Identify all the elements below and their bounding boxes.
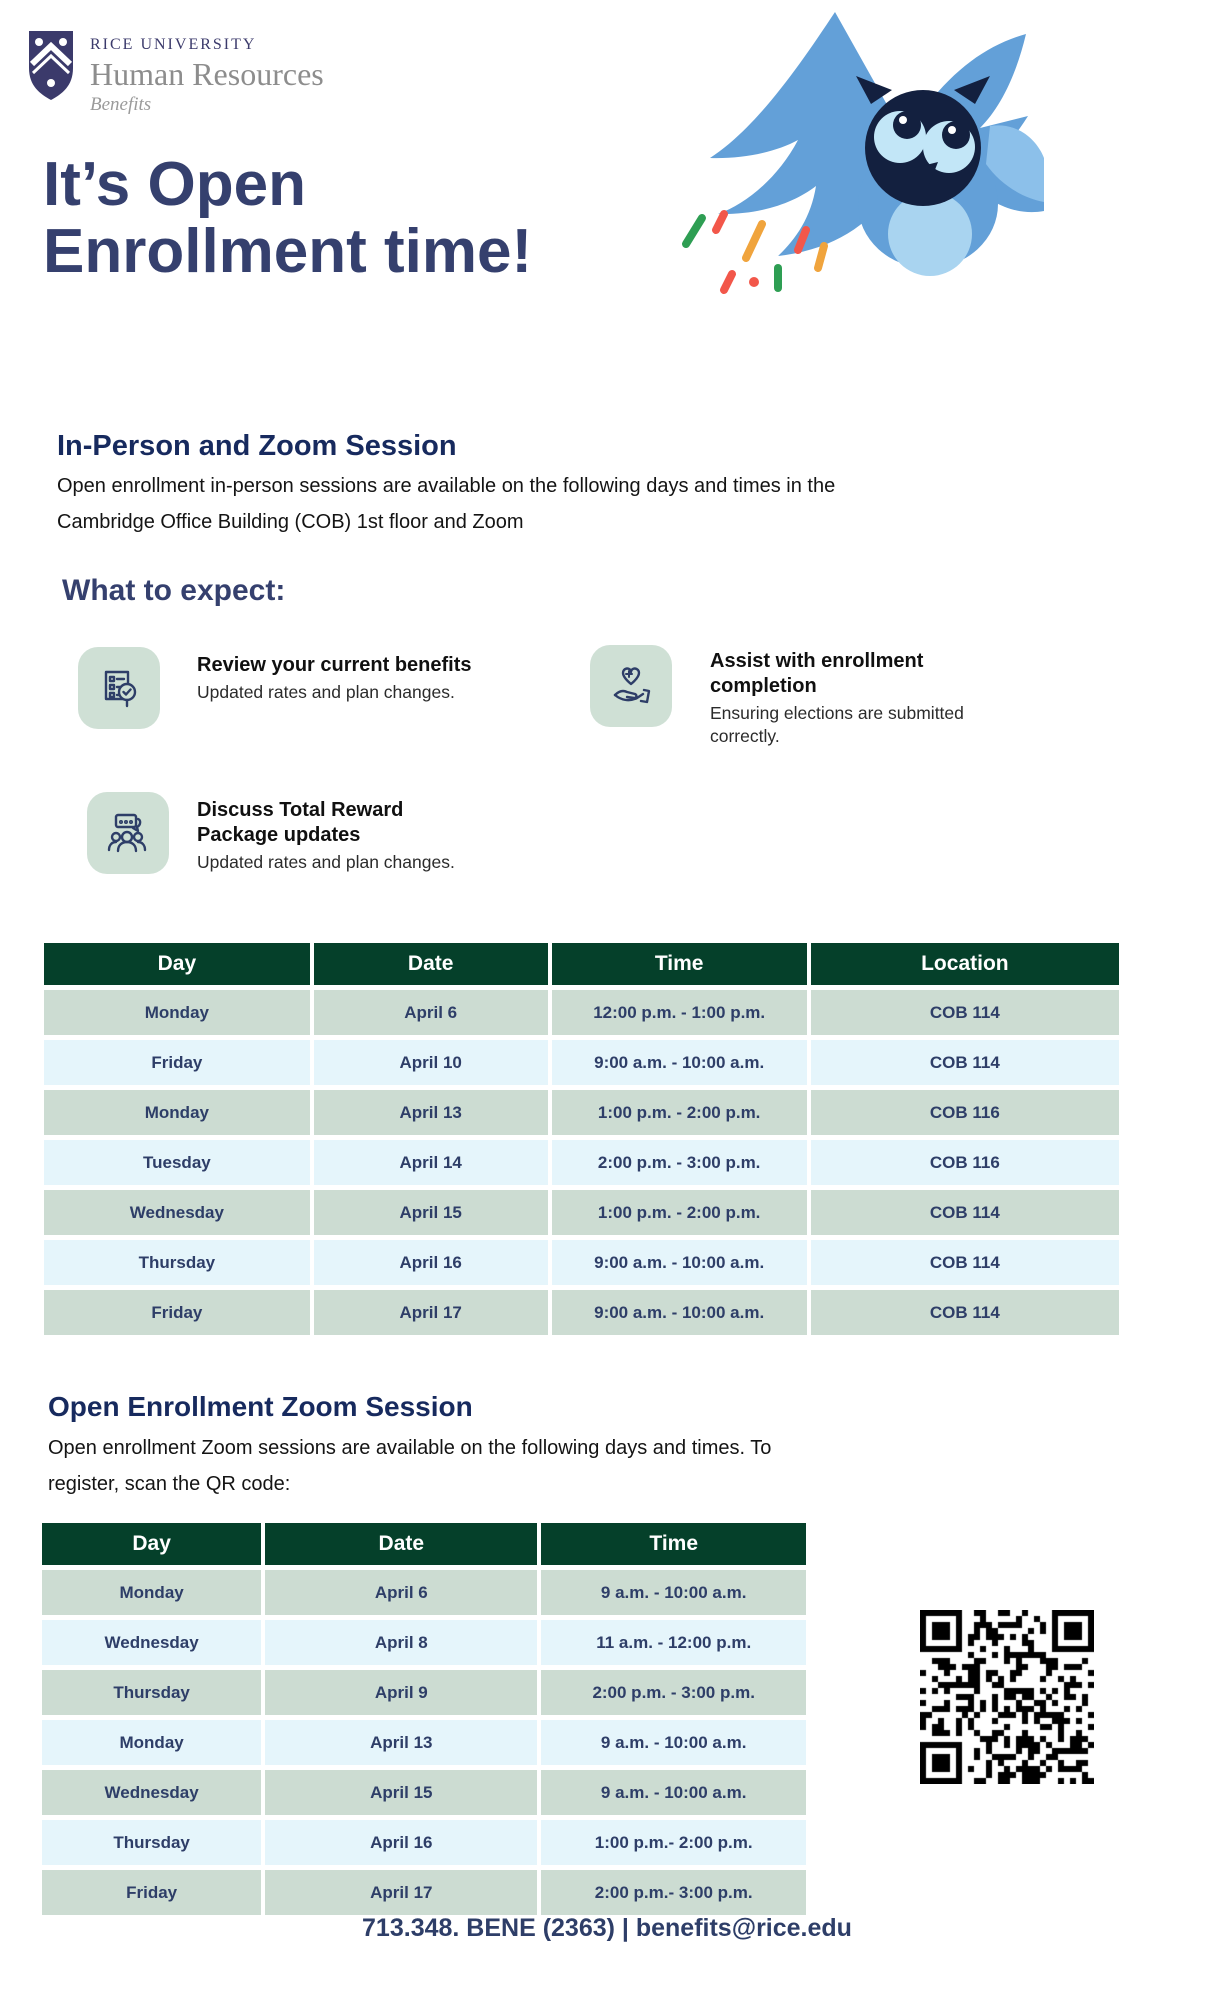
- footer-contact: 713.348. BENE (2363) | benefits@rice.edu: [362, 1914, 852, 1942]
- table-cell: April 10: [314, 1040, 548, 1085]
- column-header: Day: [42, 1523, 261, 1565]
- table-row: [42, 1770, 806, 1815]
- hand-heart-icon: [590, 645, 672, 727]
- table-cell: Wednesday: [44, 1190, 310, 1235]
- table-cell: Friday: [42, 1870, 261, 1915]
- table-cell: 11 a.m. - 12:00 p.m.: [541, 1620, 806, 1665]
- zoom-schedule-table: [38, 1518, 810, 1920]
- table-row: [42, 1720, 806, 1765]
- table-cell: April 13: [314, 1090, 548, 1135]
- table-cell: 9:00 a.m. - 10:00 a.m.: [552, 1290, 807, 1335]
- brand-subtitle: Benefits: [90, 94, 152, 115]
- table-row: [44, 1290, 1119, 1335]
- table-cell: Thursday: [42, 1670, 261, 1715]
- table-cell: April 17: [265, 1870, 537, 1915]
- column-header: Day: [44, 943, 310, 985]
- table-cell: Wednesday: [42, 1770, 261, 1815]
- table-cell: 9:00 a.m. - 10:00 a.m.: [552, 1240, 807, 1285]
- table-cell: Tuesday: [44, 1140, 310, 1185]
- table-cell: April 16: [265, 1820, 537, 1865]
- page-title-line1: It’s Open: [43, 150, 306, 219]
- expect-item-title: Assist with enrollment completion: [710, 650, 924, 697]
- table-row: [44, 1190, 1119, 1235]
- table-row: [42, 1570, 806, 1615]
- expect-item-desc: Updated rates and plan changes.: [197, 852, 455, 872]
- table-cell: April 6: [314, 990, 548, 1035]
- table-row: [42, 1670, 806, 1715]
- table-cell: COB 114: [811, 1040, 1119, 1085]
- table-header-row: [44, 943, 1119, 985]
- table-row: [44, 1040, 1119, 1085]
- table-cell: Monday: [42, 1570, 261, 1615]
- column-header: Time: [552, 943, 807, 985]
- table-cell: April 8: [265, 1620, 537, 1665]
- expect-item-desc: Ensuring elections are submitted correctly.: [710, 703, 964, 746]
- owl-mascot-illustration: [628, 6, 1048, 298]
- table-row: [44, 990, 1119, 1035]
- table-cell: COB 114: [811, 1190, 1119, 1235]
- page-title: [43, 152, 532, 286]
- table-header-row: [42, 1523, 806, 1565]
- table-cell: 9 a.m. - 10:00 a.m.: [541, 1570, 806, 1615]
- in-person-schedule-table: [40, 938, 1123, 1340]
- brand-university: RICE UNIVERSITY: [90, 36, 257, 53]
- people-chat-icon: [87, 792, 169, 874]
- table-cell: April 9: [265, 1670, 537, 1715]
- page-title-line2: Enrollment time!: [43, 216, 533, 286]
- table-cell: Monday: [42, 1720, 261, 1765]
- table-cell: April 16: [314, 1240, 548, 1285]
- qr-code: [920, 1610, 1094, 1784]
- expect-heading: What to expect:: [62, 574, 286, 607]
- table-cell: COB 116: [811, 1140, 1119, 1185]
- table-cell: Monday: [44, 1090, 310, 1135]
- table-row: [44, 1140, 1119, 1185]
- table-cell: April 15: [265, 1770, 537, 1815]
- table-cell: Friday: [44, 1290, 310, 1335]
- rice-shield-icon: [28, 30, 74, 102]
- table-cell: April 14: [314, 1140, 548, 1185]
- table-cell: 2:00 p.m. - 3:00 p.m.: [541, 1670, 806, 1715]
- table-cell: Wednesday: [42, 1620, 261, 1665]
- checklist-magnifier-icon: [78, 647, 160, 729]
- column-header: Date: [265, 1523, 537, 1565]
- expect-item-title: Review your current benefits: [197, 654, 472, 676]
- table-cell: Friday: [44, 1040, 310, 1085]
- inperson-section-description: Open enrollment in-person sessions are available on the following days and times in the Cambridge Office Building (COB) 1st floor and Zoom: [57, 475, 836, 533]
- table-row: [44, 1240, 1119, 1285]
- table-cell: April 6: [265, 1570, 537, 1615]
- expect-item-total-reward: [87, 792, 487, 874]
- table-cell: Monday: [44, 990, 310, 1035]
- table-cell: April 13: [265, 1720, 537, 1765]
- expect-item-review-benefits: [78, 647, 477, 729]
- flying-owl-icon: [628, 6, 1048, 298]
- column-header: Date: [314, 943, 548, 985]
- table-cell: Thursday: [42, 1820, 261, 1865]
- table-row: [42, 1620, 806, 1665]
- table-cell: Thursday: [44, 1240, 310, 1285]
- table-row: [44, 1090, 1119, 1135]
- table-cell: 9 a.m. - 10:00 a.m.: [541, 1720, 806, 1765]
- table-cell: 9 a.m. - 10:00 a.m.: [541, 1770, 806, 1815]
- table-cell: 1:00 p.m.- 2:00 p.m.: [541, 1820, 806, 1865]
- expect-item-assist-enrollment: [590, 645, 1010, 748]
- table-cell: 9:00 a.m. - 10:00 a.m.: [552, 1040, 807, 1085]
- table-cell: April 15: [314, 1190, 548, 1235]
- table-cell: COB 114: [811, 990, 1119, 1035]
- zoom-section-description: Open enrollment Zoom sessions are available on the following days and times. To register, scan the QR code:: [48, 1437, 772, 1495]
- table-cell: 2:00 p.m. - 3:00 p.m.: [552, 1140, 807, 1185]
- table-cell: COB 114: [811, 1290, 1119, 1335]
- table-cell: April 17: [314, 1290, 548, 1335]
- zoom-section-heading: Open Enrollment Zoom Session: [48, 1391, 473, 1422]
- table-cell: 12:00 p.m. - 1:00 p.m.: [552, 990, 807, 1035]
- expect-item-desc: Updated rates and plan changes.: [197, 682, 455, 702]
- brand-department: Human Resources: [90, 56, 324, 92]
- inperson-section-heading: In-Person and Zoom Session: [57, 430, 457, 462]
- table-row: [42, 1870, 806, 1915]
- table-cell: COB 116: [811, 1090, 1119, 1135]
- column-header: Time: [541, 1523, 806, 1565]
- column-header: Location: [811, 943, 1119, 985]
- table-cell: 1:00 p.m. - 2:00 p.m.: [552, 1090, 807, 1135]
- table-row: [42, 1820, 806, 1865]
- table-cell: COB 114: [811, 1240, 1119, 1285]
- table-cell: 2:00 p.m.- 3:00 p.m.: [541, 1870, 806, 1915]
- table-cell: 1:00 p.m. - 2:00 p.m.: [552, 1190, 807, 1235]
- expect-item-title: Discuss Total Reward Package updates: [197, 799, 404, 846]
- brand-logo: [28, 30, 324, 116]
